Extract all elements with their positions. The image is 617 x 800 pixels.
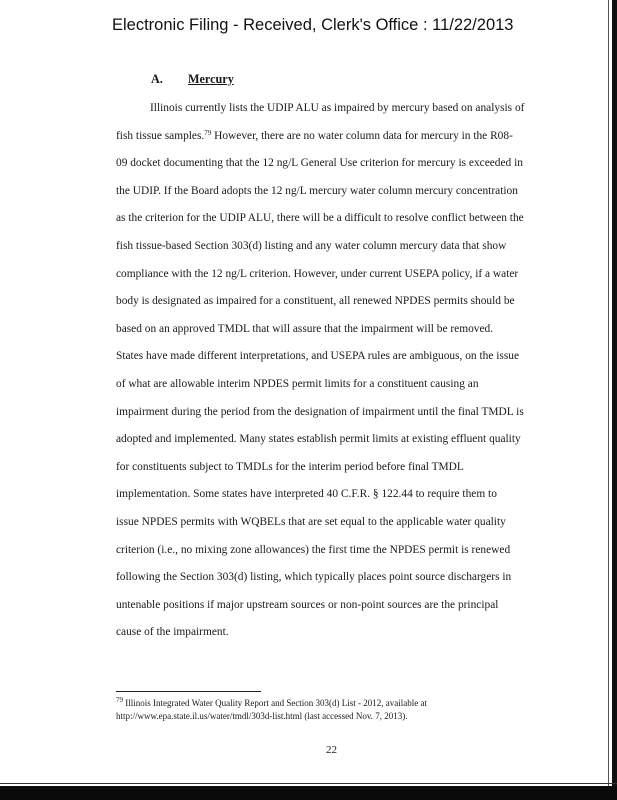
text-line: implementation. Some states have interpreted 40 C.F.R. § 122.44 to require them to [116,488,497,501]
text-line: issue NPDES permits with WQBELs that are set equal to the applicable water quality [116,515,506,528]
text-line: compliance with the 12 ng/L criterion. However, under current USEPA policy, if a water [116,267,519,280]
scan-edge-right [612,0,617,800]
text-line-end: However, there are no water column data for mercury in the R08- [211,129,513,142]
text-line: the UDIP. If the Board adopts the 12 ng/L mercury water column mercury concentration [116,184,518,197]
footnote-link: http://www.epa.state.il.us/water/tmdl/303d-list.html (last accessed Nov. 7, 2013). [116,711,408,721]
text-line: Illinois currently lists the UDIP ALU as impaired by mercury based on analysis of [150,102,525,114]
text-line-start: fish tissue samples. [116,129,205,142]
text-line: fish tissue-based Section 303(d) listing and any water column mercury data that show [116,239,507,252]
text-line [116,123,550,151]
text-line: following the Section 303(d) listing, which typically places point source dischargers in [116,571,512,584]
text-line: impairment during the period from the designation of impairment until the final TMDL is [116,405,524,418]
scan-edge-bottom [0,786,617,800]
text-line: body is designated as impaired for a constituent, all renewed NPDES permits should be [116,295,515,308]
section-title: Mercury [188,72,234,86]
footnote-divider [116,691,261,692]
text-line: of what are allowable interim NPDES permit limits for a constituent causing an [116,377,479,390]
filing-stamp: Electronic Filing - Received, Clerk's Office : 11/22/2013 [112,16,514,34]
text-line: for constituents subject to TMDLs for the interim period before final TMDL [116,460,464,473]
scan-bottom-line [0,783,617,784]
footnote-line [116,697,427,710]
section-heading [151,72,234,87]
footnote-number: 79 [116,696,123,704]
text-line: States have made different interpretations, and USEPA rules are ambiguous, on the issue [116,350,520,363]
text-line: cause of the impairment. [116,626,229,639]
footnote [116,697,427,723]
scan-edge-line [608,0,609,790]
text-line: 09 docket documenting that the 12 ng/L General Use criterion for mercury is exceeded in [116,157,523,170]
body-paragraph [116,95,550,647]
page-number: 22 [326,744,337,756]
text-line: adopted and implemented. Many states establish permit limits at existing effluent quality [116,433,521,446]
footnote-reference: 79 [204,128,212,137]
section-letter: A. [151,72,163,86]
text-line: untenable positions if major upstream sources or non-point sources are the principal [116,598,499,611]
text-line: as the criterion for the UDIP ALU, there will be a difficult to resolve conflict between the [116,212,524,225]
text-line: based on an approved TMDL that will assure that the impairment will be removed. [116,322,494,335]
text-line: criterion (i.e., no mixing zone allowances) the first time the NPDES permit is renewed [116,543,511,556]
footnote-text: Illinois Integrated Water Quality Report and Section 303(d) List - 2012, available at [123,698,428,708]
